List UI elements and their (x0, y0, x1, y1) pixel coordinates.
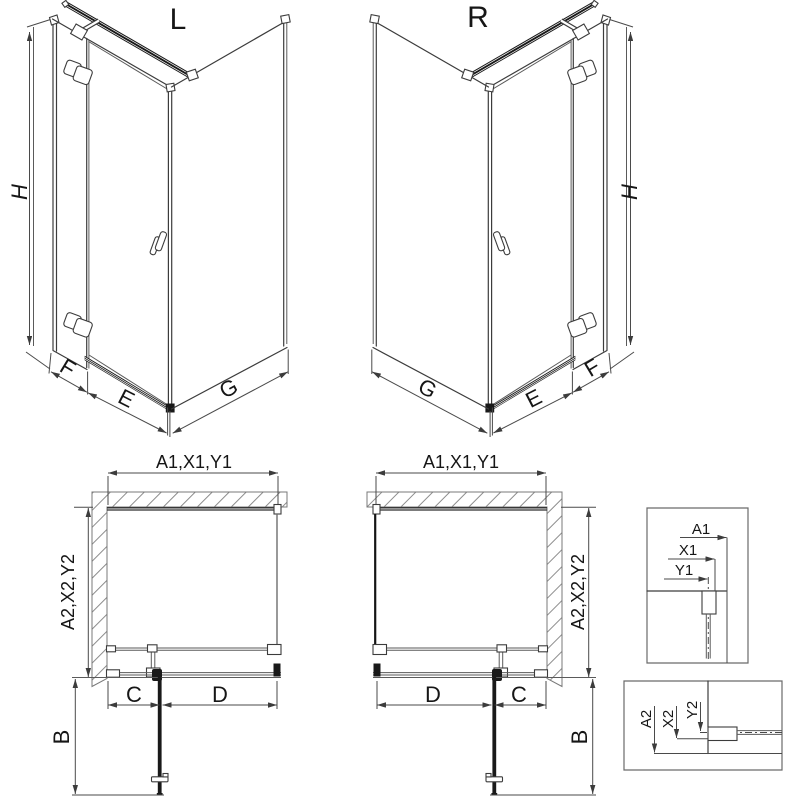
dim-label-fixed-right: F (579, 353, 605, 382)
glass-profile-top-detail (702, 591, 716, 614)
detail-label-y2: Y2 (684, 700, 701, 720)
dim-label-b-right-plan: B (567, 729, 592, 745)
dim-label-side-left: G (215, 373, 242, 404)
detail-label-y1: Y1 (674, 562, 694, 579)
detail-label-x2: X2 (660, 709, 677, 729)
dim-label-door-right: E (521, 383, 546, 413)
detail-view-top (647, 508, 748, 663)
dim-label-d-right-plan: D (425, 682, 441, 707)
iso-right-title: R (467, 1, 489, 34)
dim-label-door-left: E (114, 383, 139, 413)
dim-label-a1-left-plan: A1,X1,Y1 (155, 452, 233, 472)
glass-profile-bottom-detail (708, 727, 737, 741)
detail-label-x1: X1 (678, 542, 698, 559)
door-handle-left-plan (152, 777, 169, 782)
iso-left-title: L (169, 3, 187, 36)
iso-view-left (7, 0, 290, 437)
detail-label-a2: A2 (638, 709, 655, 729)
iso-view-right (370, 0, 642, 437)
dim-label-height-left: H (7, 184, 32, 200)
dim-label-b-left-plan: B (49, 729, 74, 745)
wall-section-right-plan (367, 492, 562, 687)
plan-view-left (49, 452, 287, 796)
dim-label-a2-left-plan: A2,X2,Y2 (58, 553, 78, 631)
plan-view-right (367, 452, 596, 796)
dim-label-side-right: G (414, 373, 441, 404)
dim-label-c-left-plan: C (126, 682, 142, 707)
dim-label-fixed-left: F (55, 353, 81, 382)
dim-label-d-left-plan: D (212, 682, 228, 707)
dim-label-height-right: H (617, 184, 642, 200)
door-handle-right-plan (486, 777, 503, 782)
detail-label-a1: A1 (691, 521, 711, 538)
detail-view-bottom (624, 681, 782, 770)
dim-label-c-right-plan: C (511, 682, 527, 707)
wall-section-left-plan (92, 492, 287, 687)
dim-label-a1-right-plan: A1,X1,Y1 (422, 452, 500, 472)
dim-label-a2-right-plan: A2,X2,Y2 (568, 553, 588, 631)
